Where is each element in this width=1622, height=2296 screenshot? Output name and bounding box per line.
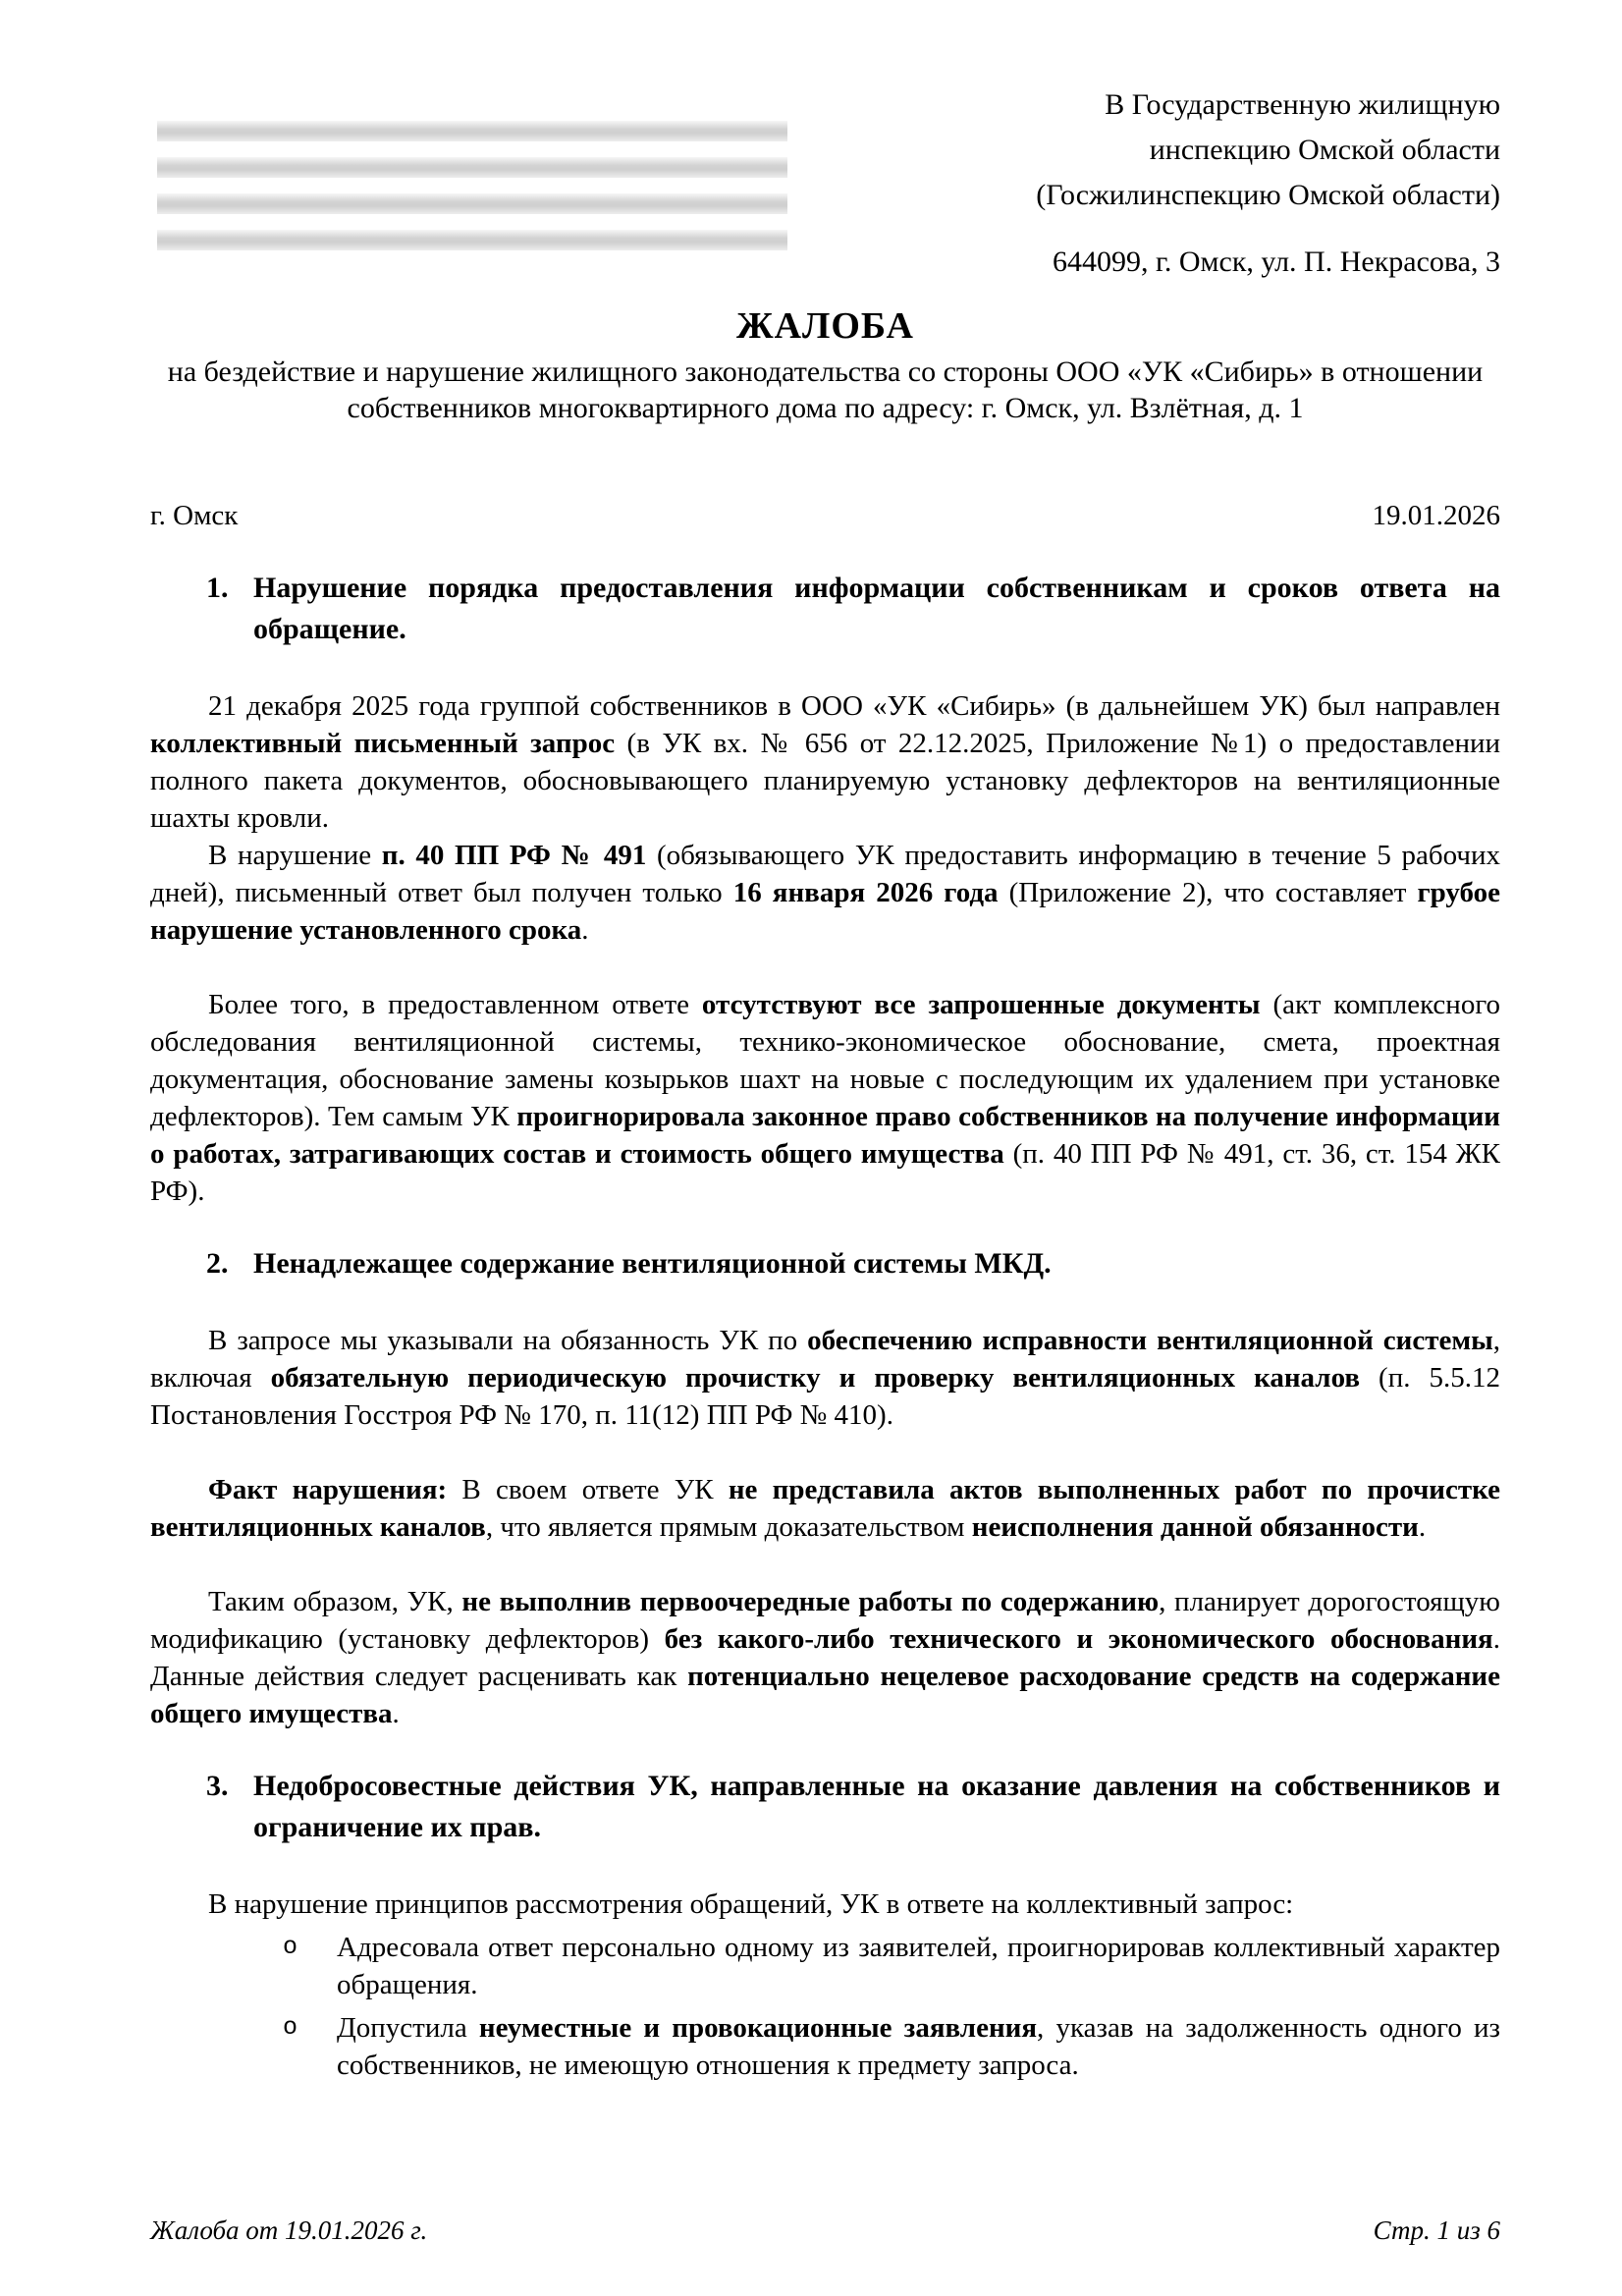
redaction-bar: [157, 121, 787, 141]
list-item: [280, 1929, 1500, 2003]
recipient-line: В Государственную жилищную: [1105, 88, 1500, 121]
recipient-line: (Госжилинспекцию Омской области): [1036, 179, 1500, 211]
list-item: [280, 2009, 1500, 2084]
place: г. Омск: [150, 500, 239, 531]
section-2-heading: [206, 1243, 1500, 1285]
bullet-list: [280, 1929, 1500, 2084]
footer-document-label: Жалоба от 19.01.2026 г.: [150, 2215, 428, 2245]
paragraph: В нарушение принципов рассмотрения обращений, УК в ответе на коллективный запрос:: [208, 1888, 1294, 1920]
paragraph: 21 декабря 2025 года группой собственников в ООО «УК «Сибирь» (в дальнейшем УК) был направлен коллективный письменный запрос (в УК вх. № 656 от 22.12.2025, Приложение №1) о предоставлении полного пакета документов, обосновывающего планируемую установку дефлекторов на вентиляционные шахты кровли.: [150, 690, 1500, 834]
bullet-text: Допустила неуместные и провокационные заявления, указав на задолженность одного из собственников, не имеющую отношения к предмету запроса.: [337, 2012, 1500, 2081]
section-3-heading: [206, 1766, 1500, 1848]
redaction-bar: [157, 157, 787, 178]
paragraph: В нарушение п. 40 ПП РФ № 491 (обязывающего УК предоставить информацию в течение 5 рабочих дней), письменный ответ был получен только 16 января 2026 года (Приложение 2), что составляет грубое нарушение установленного срока.: [150, 840, 1501, 946]
section-heading-text: Недобросовестные действия УК, направленные на оказание давления на собственников и ограничение их прав.: [253, 1770, 1500, 1843]
redaction-bar: [157, 230, 787, 250]
place-date-row: [150, 497, 1500, 534]
recipient-address: 644099, г. Омск, ул. П. Некрасова, 3: [1052, 246, 1500, 278]
date: 19.01.2026: [1372, 500, 1500, 531]
recipient-line: инспекцию Омской области: [1149, 134, 1500, 166]
bullet-icon: o: [283, 1933, 298, 1961]
redaction-bar: [157, 193, 787, 214]
section-number: 2.: [206, 1247, 229, 1280]
document-subtitle: на бездействие и нарушение жилищного законодательства со стороны ООО «УК «Сибирь» в отношении собственников многоквартирного дома по адресу: г. Омск, ул. Взлётная, д. 1: [167, 355, 1484, 424]
bullet-icon: o: [283, 2013, 298, 2042]
section-heading-text: Нарушение порядка предоставления информации собственникам и сроков ответа на обращение.: [253, 572, 1500, 645]
redacted-sender-block: [157, 121, 787, 266]
paragraph: Более того, в предоставленном ответе отсутствуют все запрошенные документы (акт комплексного обследования вентиляционной системы, технико-экономическое обоснование, смета, проектная документация, обоснование замены козырьков шахт на новые с последующим их удалением при установке дефлекторов). Тем самым УК проигнорировала законное право собственников на получение информации о работах, затрагивающих состав и стоимость общего имущества (п. 40 ПП РФ № 491, ст. 36, ст. 154 ЖК РФ).: [150, 989, 1501, 1207]
section-heading-text: Ненадлежащее содержание вентиляционной системы МКД.: [253, 1247, 1052, 1280]
bullet-text: Адресовала ответ персонально одному из заявителей, проигнорировав коллективный характер обращения.: [337, 1932, 1500, 2000]
document-content: [150, 0, 1500, 2084]
document-title: ЖАЛОБА: [736, 305, 914, 347]
section-number: 1.: [206, 572, 229, 604]
section-1-heading: [206, 568, 1500, 650]
page-footer: [150, 2214, 1500, 2247]
section-number: 3.: [206, 1770, 229, 1802]
footer-page-number: Стр. 1 из 6: [1373, 2215, 1500, 2245]
paragraph: Таким образом, УК, не выполнив первоочередные работы по содержанию, планирует дорогостоящую модификацию (установку дефлекторов) без какого-либо технического и экономического обоснования. Данные действия следует расценивать как потенциально нецелевое расходование средств на содержание общего имущества.: [150, 1586, 1500, 1729]
paragraph: В запросе мы указывали на обязанность УК по обеспечению исправности вентиляционной системы, включая обязательную периодическую прочистку и проверку вентиляционных каналов (п. 5.5.12 Постановления Госстроя РФ № 170, п. 11(12) ПП РФ № 410).: [150, 1325, 1500, 1431]
paragraph: Факт нарушения: В своем ответе УК не представила актов выполненных работ по прочистке вентиляционных каналов, что является прямым доказательством неисполнения данной обязанности.: [150, 1474, 1500, 1543]
